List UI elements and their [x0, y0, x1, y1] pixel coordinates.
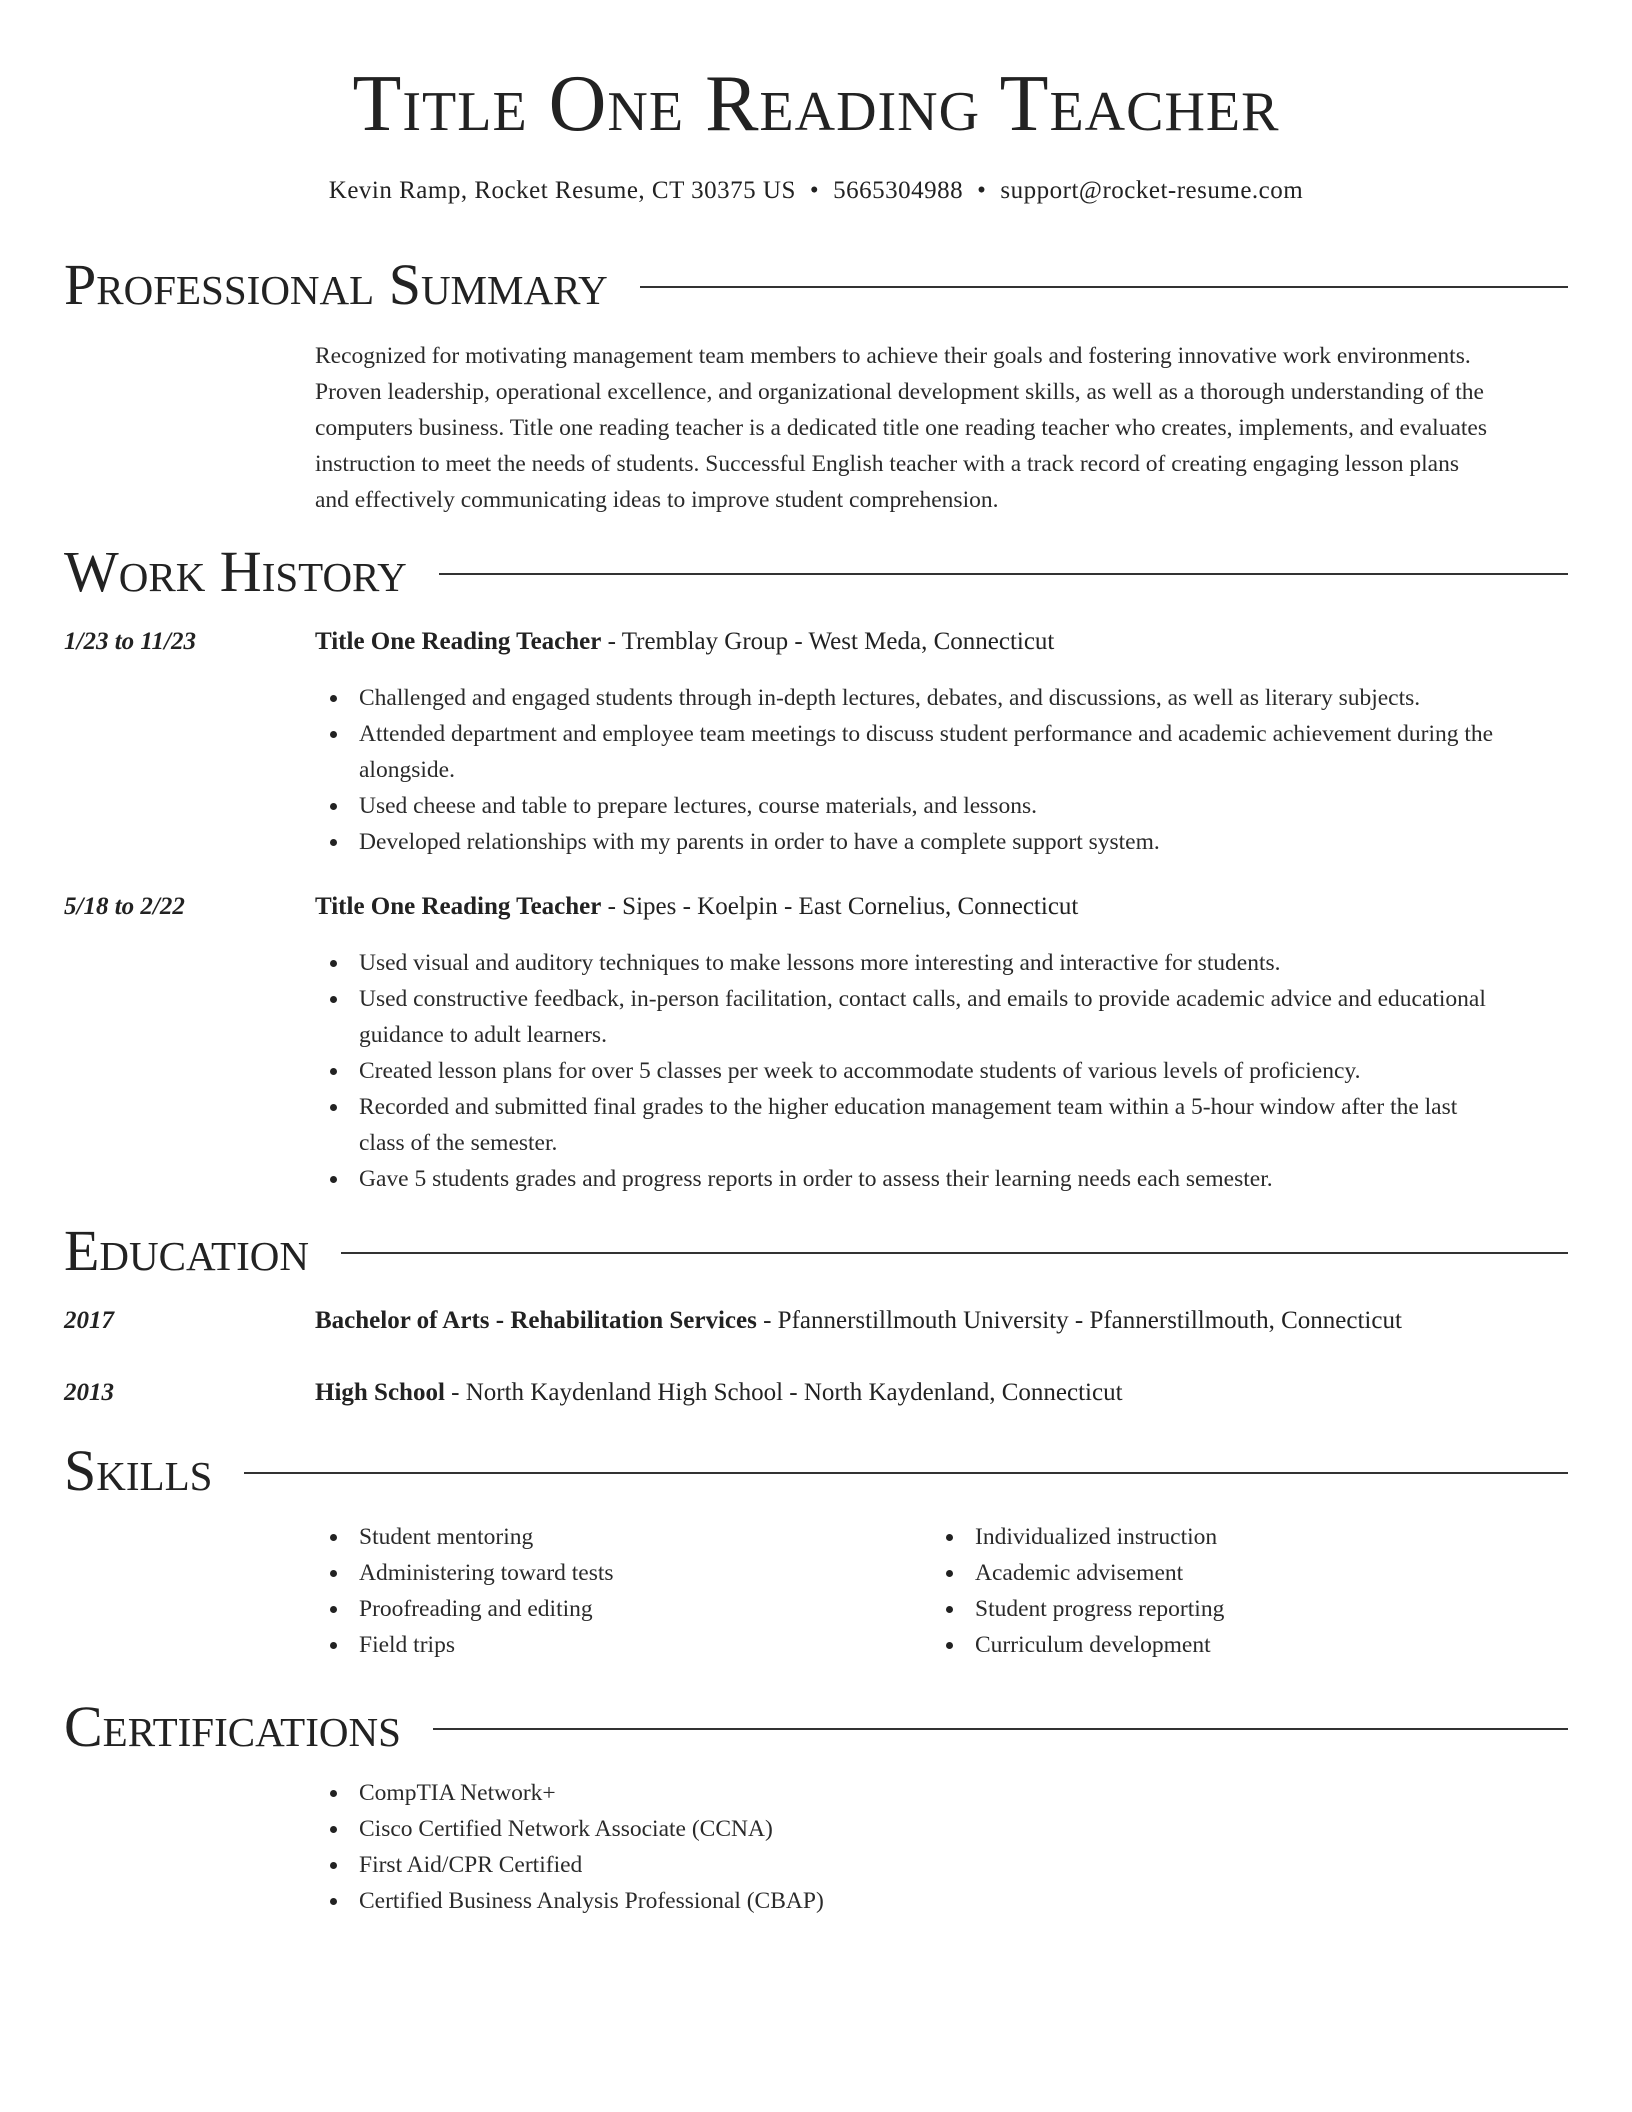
job-dates: 5/18 to 2/22 [64, 893, 185, 920]
section-divider [341, 1252, 1568, 1254]
job-dates: 1/23 to 11/23 [64, 628, 196, 655]
job-details: - Tremblay Group - West Meda, Connecticut [601, 628, 1055, 655]
bullet-text: alongside. [359, 757, 455, 783]
summary-line: Recognized for motivating management team members to achieve their goals and fostering innovative work environments. [315, 343, 1471, 369]
job-header [315, 626, 1568, 658]
summary-line: and effectively communicating ideas to improve student comprehension. [315, 487, 999, 513]
job-header [315, 891, 1568, 923]
certification-item: First Aid/CPR Certified [315, 1847, 1568, 1883]
list-item [315, 945, 1568, 981]
section-divider [640, 286, 1568, 288]
section-heading: Skills [64, 1438, 213, 1503]
bullet-text: Challenged and engaged students through in-depth lectures, debates, and discussions, as well as literary subjects. [359, 685, 1421, 711]
summary-line: instruction to meet the needs of students. Successful English teacher with a track record of creating engaging lesson plans [315, 451, 1459, 477]
skill-item: Curriculum development [931, 1627, 1531, 1663]
section-divider [244, 1472, 1568, 1474]
contact-line [64, 176, 1568, 206]
skill-item: Individualized instruction [931, 1519, 1531, 1555]
skills-list-right [931, 1519, 1531, 1663]
education-degree: Bachelor of Arts - Rehabilitation Services [315, 1307, 757, 1334]
section-heading: Certifications [64, 1694, 401, 1759]
list-item [315, 680, 1568, 716]
certification-item: Cisco Certified Network Associate (CCNA) [315, 1811, 1568, 1847]
summary-line: Proven leadership, operational excellence, and organizational development skills, as well as a thorough understanding of the [315, 379, 1484, 405]
section-education-header [64, 1220, 1568, 1282]
skills-list-left [315, 1519, 915, 1663]
education-details: - North Kaydenland High School - North Kaydenland, Connecticut [444, 1379, 1123, 1406]
list-item [315, 1053, 1568, 1089]
bullet-text: Used cheese and table to prepare lectures, course materials, and lessons. [359, 793, 1037, 819]
education-details: - Pfannerstillmouth University - Pfannerstillmouth, Connecticut [756, 1307, 1402, 1334]
list-item [315, 716, 1568, 788]
section-summary-header [64, 254, 1568, 316]
job-bullets [315, 945, 1568, 1197]
section-divider [439, 573, 1568, 575]
section-work-header [64, 541, 1568, 603]
skill-item: Academic advisement [931, 1555, 1531, 1591]
summary-line: computers business. Title one reading teacher is a dedicated title one reading teacher who creates, implements, and evaluates [315, 415, 1487, 441]
education-year: 2013 [64, 1379, 114, 1406]
certifications-list [315, 1775, 1568, 1919]
list-item [315, 788, 1568, 824]
bullet-text: Used visual and auditory techniques to make lessons more interesting and interactive for students. [359, 950, 1281, 976]
bullet-text: class of the semester. [359, 1130, 558, 1156]
contact-separator: • [809, 177, 820, 204]
list-item [315, 1161, 1568, 1197]
education-header [315, 1377, 1568, 1409]
skill-item: Student mentoring [315, 1519, 915, 1555]
job-title: Title One Reading Teacher [315, 893, 602, 920]
education-year: 2017 [64, 1307, 114, 1334]
skill-item: Student progress reporting [931, 1591, 1531, 1627]
list-item [315, 1089, 1568, 1161]
bullet-text: guidance to adult learners. [359, 1022, 607, 1048]
contact-phone: 5665304988 [833, 177, 964, 204]
section-certifications-header [64, 1696, 1568, 1758]
contact-email: support@rocket-resume.com [1000, 177, 1304, 204]
section-heading: Work History [64, 539, 407, 604]
bullet-text: Used constructive feedback, in-person facilitation, contact calls, and emails to provide academic advice and educational [359, 986, 1486, 1012]
bullet-text: Created lesson plans for over 5 classes per week to accommodate students of various levels of proficiency. [359, 1058, 1361, 1084]
certification-item: CompTIA Network+ [315, 1775, 1568, 1811]
section-heading: Education [64, 1218, 309, 1283]
contact-separator: • [977, 177, 987, 204]
summary-text [315, 338, 1568, 518]
section-skills-header [64, 1440, 1568, 1502]
bullet-text: Developed relationships with my parents in order to have a complete support system. [359, 829, 1160, 855]
resume-title: Title One Reading Teacher [352, 60, 1280, 148]
job-bullets [315, 680, 1568, 860]
section-divider [433, 1728, 1568, 1730]
certification-item: Certified Business Analysis Professional (CBAP) [315, 1883, 1568, 1919]
skill-item: Proofreading and editing [315, 1591, 915, 1627]
skill-item: Field trips [315, 1627, 915, 1663]
contact-address: Kevin Ramp, Rocket Resume, CT 30375 US [328, 177, 796, 204]
bullet-text: Gave 5 students grades and progress reports in order to assess their learning needs each semester. [359, 1166, 1273, 1192]
education-header [315, 1305, 1568, 1337]
section-heading: Professional Summary [64, 252, 608, 317]
education-degree: High School [315, 1379, 445, 1406]
list-item [315, 981, 1568, 1053]
job-title: Title One Reading Teacher [315, 628, 602, 655]
skill-item: Administering toward tests [315, 1555, 915, 1591]
job-details: - Sipes - Koelpin - East Cornelius, Connecticut [601, 893, 1079, 920]
bullet-text: Attended department and employee team meetings to discuss student performance and academic achievement during the [359, 721, 1494, 747]
list-item [315, 824, 1568, 860]
bullet-text: Recorded and submitted final grades to the higher education management team within a 5-hour window after the last [359, 1094, 1458, 1120]
